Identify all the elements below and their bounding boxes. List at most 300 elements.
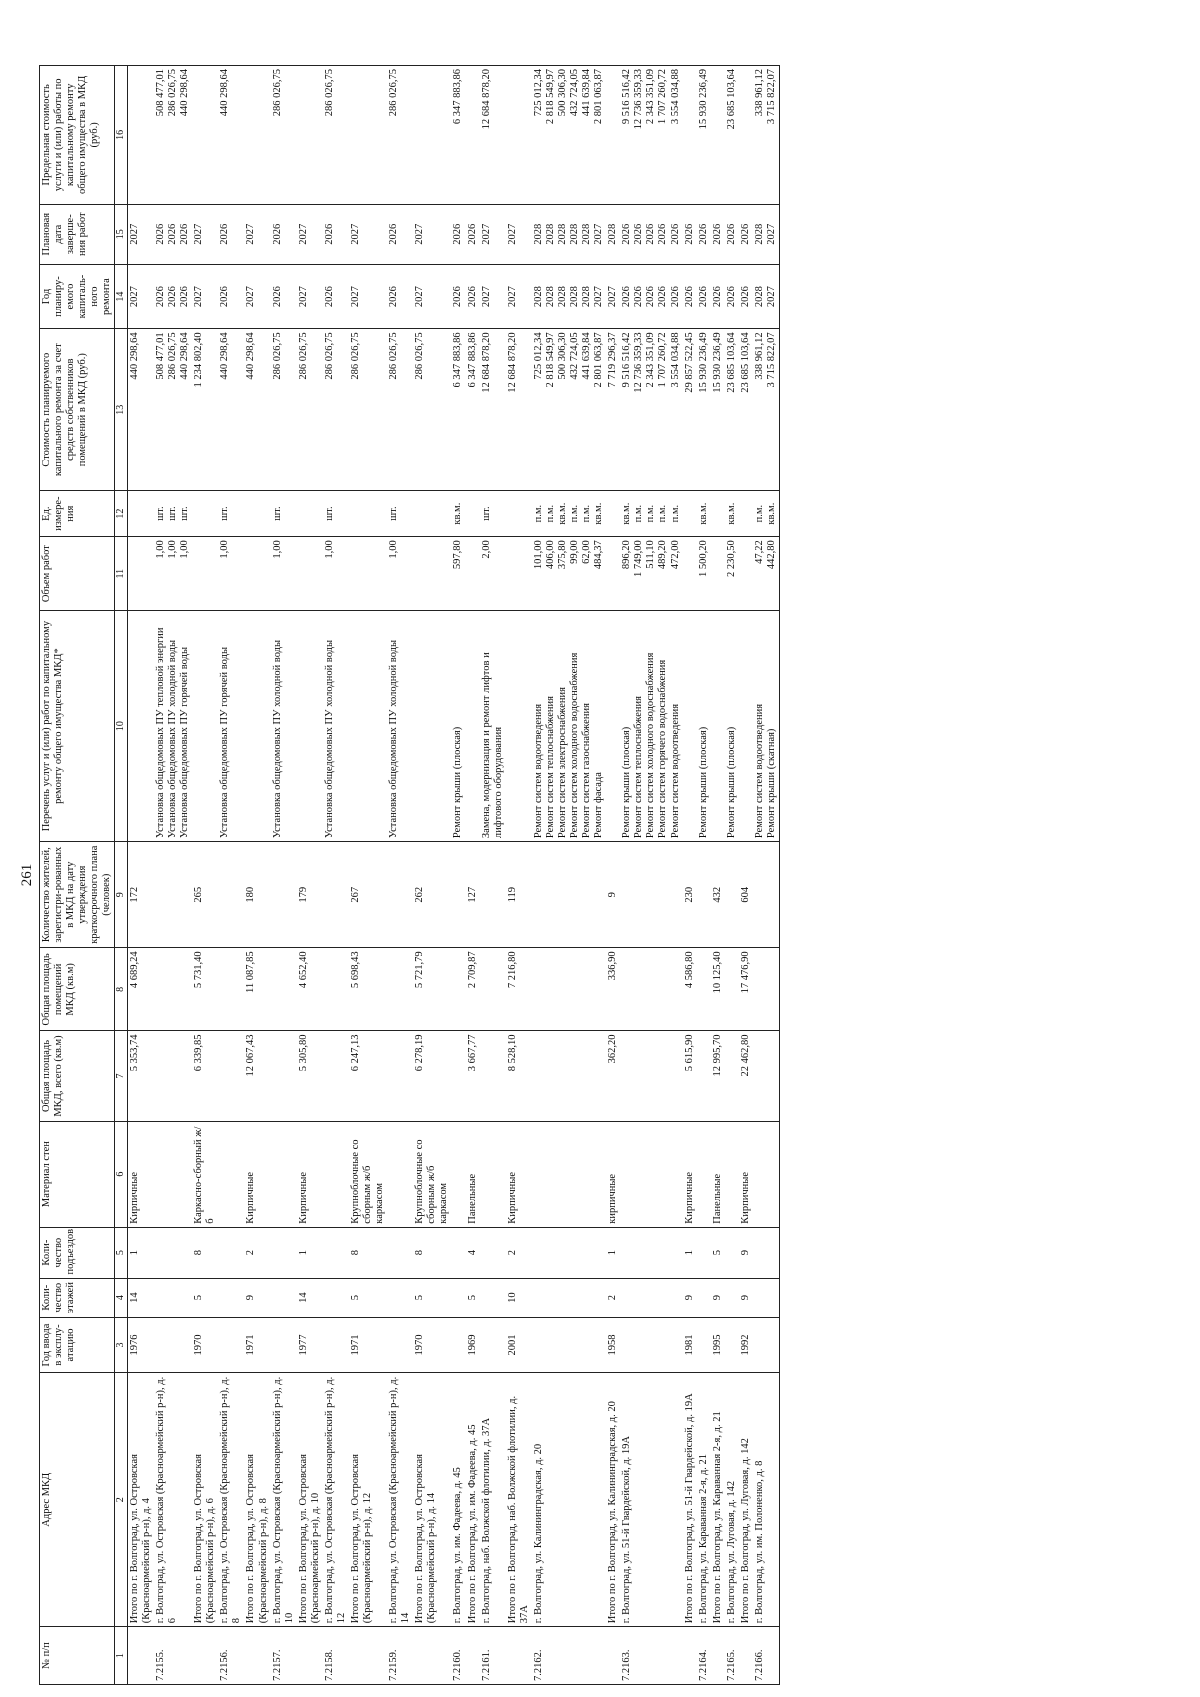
work-type bbox=[684, 614, 696, 838]
total-area-cell: 12 995,70 bbox=[711, 1031, 725, 1121]
planned-cost-cell bbox=[297, 329, 323, 491]
unit-cell bbox=[753, 491, 780, 537]
year-built-cell: 1969 bbox=[466, 1317, 480, 1372]
premises-area-cell: 17 476,90 bbox=[739, 948, 753, 1031]
completion-year-cell bbox=[725, 204, 739, 264]
work-type-cell bbox=[297, 611, 323, 842]
planned-year: 2026 bbox=[621, 286, 633, 308]
completion-year-cell bbox=[297, 204, 323, 264]
table-row bbox=[711, 66, 725, 1685]
wall-material-cell bbox=[323, 1121, 349, 1227]
planned-year-cell bbox=[323, 264, 349, 329]
planned-year-cell bbox=[154, 264, 192, 329]
work-volume: 1,00 bbox=[155, 540, 166, 559]
planned-cost: 286 026,75 bbox=[414, 332, 426, 380]
entrances-cell bbox=[532, 1227, 606, 1278]
completion-year-cell bbox=[620, 204, 682, 264]
unit bbox=[350, 494, 362, 533]
residents-cell bbox=[532, 842, 606, 948]
work-type bbox=[193, 614, 205, 838]
work-volume bbox=[298, 540, 310, 607]
work-volume: 1,00 bbox=[179, 540, 191, 559]
unit-cell bbox=[606, 491, 620, 537]
floors-cell bbox=[154, 1278, 192, 1317]
floors-cell: 14 bbox=[297, 1278, 323, 1317]
row-number-cell: 7.2160. bbox=[451, 1627, 465, 1685]
col-header: Общая площадь помещений МКД (кв.м) bbox=[40, 948, 115, 1031]
max-cost: 338 961,12 bbox=[753, 69, 765, 117]
floors-cell bbox=[218, 1278, 244, 1317]
total-area-cell: 5 353,74 bbox=[127, 1031, 154, 1121]
unit: п.м. bbox=[669, 504, 681, 523]
work-volume-cell bbox=[466, 537, 480, 611]
floors-cell: 9 bbox=[711, 1278, 725, 1317]
work-volume-cell bbox=[451, 537, 465, 611]
row-number-cell bbox=[192, 1627, 218, 1685]
planned-year-cell bbox=[218, 264, 244, 329]
wall-material-cell bbox=[620, 1121, 682, 1227]
planned-cost: 15 930 236,49 bbox=[697, 332, 709, 393]
unit-cell bbox=[413, 491, 451, 537]
planned-year: 2027 bbox=[765, 286, 777, 308]
row-number-cell bbox=[606, 1627, 620, 1685]
completion-year: 2026 bbox=[388, 223, 400, 245]
unit-cell bbox=[192, 491, 218, 537]
max-cost bbox=[712, 69, 724, 201]
wall-material-cell: кирпичные bbox=[606, 1121, 620, 1227]
col-number: 7 bbox=[115, 1031, 128, 1121]
planned-cost-cell bbox=[739, 329, 753, 491]
year-built-cell: 2001 bbox=[506, 1317, 532, 1372]
max-cost-cell bbox=[697, 66, 711, 205]
planned-cost-cell bbox=[192, 329, 218, 491]
residents-cell bbox=[620, 842, 682, 948]
col-number: 8 bbox=[115, 948, 128, 1031]
unit-cell bbox=[349, 491, 387, 537]
completion-year-cell bbox=[387, 204, 413, 264]
work-type: Ремонт крыши (плоская) bbox=[452, 726, 464, 839]
completion-year: 2026 bbox=[683, 223, 695, 245]
work-type bbox=[129, 614, 141, 838]
total-area-cell: 3 667,77 bbox=[466, 1031, 480, 1121]
planned-cost-cell bbox=[506, 329, 532, 491]
planned-year: 2027 bbox=[593, 286, 605, 308]
work-type-cell bbox=[739, 611, 753, 842]
residents-cell: 604 bbox=[739, 842, 753, 948]
wall-material-cell bbox=[154, 1121, 192, 1227]
table-row bbox=[739, 66, 753, 1685]
work-type: Ремонт фасада bbox=[593, 772, 605, 839]
col-header: Коли-чество этажей bbox=[40, 1278, 115, 1317]
entrances-cell: 2 bbox=[244, 1227, 270, 1278]
floors-cell: 5 bbox=[192, 1278, 218, 1317]
completion-year: 2028 bbox=[753, 223, 765, 245]
work-volume-cell bbox=[349, 537, 387, 611]
entrances-cell: 2 bbox=[506, 1227, 532, 1278]
address-cell: Итого по г. Волгоград, ул. Островская (Красноармейский р-н), д. 8 bbox=[244, 1373, 270, 1627]
work-volume-cell bbox=[387, 537, 413, 611]
planned-cost: 286 026,75 bbox=[297, 332, 309, 380]
planned-year-cell bbox=[413, 264, 451, 329]
entrances-cell: 5 bbox=[711, 1227, 725, 1278]
unit: шт. bbox=[155, 506, 166, 521]
wall-material-cell bbox=[532, 1121, 606, 1227]
max-cost: 440 298,64 bbox=[179, 69, 191, 117]
wall-material-cell bbox=[480, 1121, 506, 1227]
max-cost-cell bbox=[127, 66, 154, 205]
address-cell: г. Волгоград, ул. им. Фадеева, д. 45 bbox=[451, 1373, 465, 1627]
planned-cost: 440 298,64 bbox=[219, 332, 231, 380]
entrances-cell: 1 bbox=[683, 1227, 697, 1278]
total-area-cell: 8 528,10 bbox=[506, 1031, 532, 1121]
year-built-cell: 1970 bbox=[413, 1317, 451, 1372]
col-header: Год планиру-емого капиталь-ного ремонта bbox=[40, 264, 115, 329]
floors-cell bbox=[387, 1278, 413, 1317]
work-volume: 406,00 bbox=[544, 540, 556, 570]
completion-year: 2026 bbox=[323, 223, 335, 245]
total-area-cell bbox=[620, 1031, 682, 1121]
planned-year: 2026 bbox=[179, 286, 191, 308]
row-number-cell: 7.2166. bbox=[753, 1627, 780, 1685]
floors-cell bbox=[451, 1278, 465, 1317]
planned-cost: 6 347 883,86 bbox=[466, 332, 478, 388]
planned-cost: 3 554 034,88 bbox=[669, 332, 681, 388]
entrances-cell bbox=[218, 1227, 244, 1278]
work-volume: 2 230,50 bbox=[725, 540, 737, 577]
work-type-cell bbox=[466, 611, 480, 842]
work-type: Установка общедомовых ПУ тепловой энергии bbox=[155, 627, 166, 839]
row-number-cell bbox=[244, 1627, 270, 1685]
completion-year: 2028 bbox=[556, 223, 568, 245]
completion-year: 2028 bbox=[532, 223, 544, 245]
unit-cell bbox=[451, 491, 465, 537]
planned-cost: 440 298,64 bbox=[128, 332, 140, 380]
work-type-cell bbox=[323, 611, 349, 842]
address-cell: г. Волгоград, ул. 51-й Гвардейской, д. 19А bbox=[620, 1373, 682, 1627]
address-cell: Итого по г. Волгоград, ул. Островская (Красноармейский р-н), д. 14 bbox=[413, 1373, 451, 1627]
entrances-cell: 8 bbox=[413, 1227, 451, 1278]
work-type: Установка общедомовых ПУ холодной воды bbox=[323, 639, 335, 839]
max-cost: 441 639,84 bbox=[581, 69, 593, 117]
wall-material-cell bbox=[271, 1121, 297, 1227]
work-type: Ремонт крыши (плоская) bbox=[621, 726, 633, 839]
premises-area-cell bbox=[154, 948, 192, 1031]
planned-year-cell bbox=[697, 264, 711, 329]
residents-cell: 119 bbox=[506, 842, 532, 948]
total-area-cell: 22 462,80 bbox=[739, 1031, 753, 1121]
planned-year-cell bbox=[506, 264, 532, 329]
max-cost: 9 516 516,42 bbox=[621, 69, 633, 125]
row-number-cell bbox=[506, 1627, 532, 1685]
residents-cell: 267 bbox=[349, 842, 387, 948]
completion-year: 2026 bbox=[657, 223, 669, 245]
residents-cell bbox=[218, 842, 244, 948]
premises-area-cell: 2 709,87 bbox=[466, 948, 480, 1031]
max-cost: 432 724,05 bbox=[569, 69, 580, 117]
unit: п.м. bbox=[645, 504, 657, 523]
max-cost: 3 715 822,07 bbox=[765, 69, 777, 125]
repair-plan-table bbox=[39, 65, 780, 1685]
planned-cost: 2 343 351,09 bbox=[645, 332, 657, 388]
wall-material-cell bbox=[387, 1121, 413, 1227]
total-area-cell: 6 339,85 bbox=[192, 1031, 218, 1121]
work-type: Ремонт систем электроснабжения bbox=[556, 687, 568, 839]
work-volume-cell bbox=[271, 537, 297, 611]
entrances-cell bbox=[725, 1227, 739, 1278]
address-cell: Итого по г. Волгоград, ул. Островская (Красноармейский р-н), д. 10 bbox=[297, 1373, 323, 1627]
work-volume: 375,80 bbox=[556, 540, 568, 570]
max-cost bbox=[298, 69, 310, 201]
work-type-cell bbox=[506, 611, 532, 842]
max-cost-cell bbox=[739, 66, 753, 205]
wall-material-cell bbox=[725, 1121, 739, 1227]
planned-cost-cell bbox=[349, 329, 387, 491]
unit-cell bbox=[218, 491, 244, 537]
work-type bbox=[507, 614, 519, 838]
row-number-cell: 7.2158. bbox=[323, 1627, 349, 1685]
table-row bbox=[683, 66, 697, 1685]
unit bbox=[193, 494, 205, 533]
planned-year: 2028 bbox=[569, 286, 580, 308]
total-area-cell bbox=[387, 1031, 413, 1121]
completion-year: 2027 bbox=[765, 223, 777, 245]
completion-year-cell bbox=[739, 204, 753, 264]
address-cell: Итого по г. Волгоград, ул. 51-й Гвардейской, д. 19А bbox=[683, 1373, 697, 1627]
max-cost-cell bbox=[451, 66, 465, 205]
completion-year-cell bbox=[753, 204, 780, 264]
premises-area-cell: 4 586,80 bbox=[683, 948, 697, 1031]
row-number-cell: 7.2164. bbox=[697, 1627, 711, 1685]
work-type: Ремонт систем теплоснабжения bbox=[544, 696, 556, 839]
max-cost bbox=[129, 69, 141, 201]
year-built-cell bbox=[725, 1317, 739, 1372]
work-volume-cell bbox=[725, 537, 739, 611]
row-number-cell bbox=[349, 1627, 387, 1685]
entrances-cell: 1 bbox=[297, 1227, 323, 1278]
completion-year: 2027 bbox=[193, 223, 205, 245]
col-header: Количество жителей, зарегистри-рованных в МКД на дату утверждения краткосрочного плана (человек) bbox=[40, 842, 115, 948]
unit-cell bbox=[154, 491, 192, 537]
planned-cost: 286 026,75 bbox=[388, 332, 400, 380]
planned-year-cell bbox=[683, 264, 697, 329]
row-number-cell: 7.2156. bbox=[218, 1627, 244, 1685]
floors-cell: 2 bbox=[606, 1278, 620, 1317]
floors-cell bbox=[480, 1278, 506, 1317]
col-header: Общая площадь МКД, всего (кв.м) bbox=[40, 1031, 115, 1121]
planned-year: 2026 bbox=[711, 286, 723, 308]
work-type-cell bbox=[711, 611, 725, 842]
planned-year: 2027 bbox=[607, 286, 619, 308]
entrances-cell bbox=[697, 1227, 711, 1278]
completion-year-cell bbox=[154, 204, 192, 264]
work-volume-cell bbox=[192, 537, 218, 611]
max-cost: 508 477,01 bbox=[155, 69, 166, 117]
total-area-cell bbox=[323, 1031, 349, 1121]
planned-cost: 440 298,64 bbox=[179, 332, 191, 380]
floors-cell bbox=[271, 1278, 297, 1317]
col-header: Стоимость планируемого капитального ремонта за счет средств собственников помещений в МКД (руб.) bbox=[40, 329, 115, 491]
work-volume-cell bbox=[413, 537, 451, 611]
completion-year: 2026 bbox=[711, 223, 723, 245]
completion-year-cell bbox=[532, 204, 606, 264]
work-type: Ремонт крыши (плоская) bbox=[725, 726, 737, 839]
work-volume-cell bbox=[606, 537, 620, 611]
work-volume bbox=[684, 540, 696, 607]
completion-year: 2026 bbox=[645, 223, 657, 245]
col-number: 5 bbox=[115, 1227, 128, 1278]
completion-year-cell bbox=[244, 204, 270, 264]
year-built-cell: 1971 bbox=[244, 1317, 270, 1372]
year-built-cell: 1976 bbox=[127, 1317, 154, 1372]
work-volume bbox=[507, 540, 519, 607]
planned-year: 2026 bbox=[633, 286, 645, 308]
planned-year-cell bbox=[620, 264, 682, 329]
max-cost: 6 347 883,86 bbox=[452, 69, 464, 125]
year-built-cell: 1958 bbox=[606, 1317, 620, 1372]
year-built-cell bbox=[480, 1317, 506, 1372]
floors-cell: 5 bbox=[413, 1278, 451, 1317]
row-number-cell bbox=[711, 1627, 725, 1685]
col-header: Плановая дата заверше-ния работ bbox=[40, 204, 115, 264]
planned-cost-cell bbox=[620, 329, 682, 491]
planned-year: 2027 bbox=[349, 286, 361, 308]
wall-material-cell bbox=[753, 1121, 780, 1227]
entrances-cell: 1 bbox=[606, 1227, 620, 1278]
work-volume bbox=[607, 540, 619, 607]
col-number: 15 bbox=[115, 204, 128, 264]
total-area-cell bbox=[532, 1031, 606, 1121]
col-header: Адрес МКД bbox=[40, 1373, 115, 1627]
floors-cell: 9 bbox=[244, 1278, 270, 1317]
max-cost-cell bbox=[606, 66, 620, 205]
wall-material-cell: Кирпичные bbox=[127, 1121, 154, 1227]
floors-cell bbox=[323, 1278, 349, 1317]
address-cell: г. Волгоград, ул. им. Полоненко, д. 8 bbox=[753, 1373, 780, 1627]
work-type bbox=[467, 614, 479, 838]
premises-area-cell: 7 216,80 bbox=[506, 948, 532, 1031]
max-cost-cell bbox=[532, 66, 606, 205]
planned-year: 2026 bbox=[155, 286, 166, 308]
work-volume bbox=[193, 540, 205, 607]
planned-cost: 500 306,30 bbox=[556, 332, 568, 380]
year-built-cell bbox=[451, 1317, 465, 1372]
header-row bbox=[40, 66, 115, 1685]
unit-cell bbox=[323, 491, 349, 537]
max-cost bbox=[740, 69, 752, 201]
year-built-cell bbox=[697, 1317, 711, 1372]
work-volume bbox=[350, 540, 362, 607]
col-number: 3 bbox=[115, 1317, 128, 1372]
completion-year: 2027 bbox=[128, 223, 140, 245]
year-built-cell: 1995 bbox=[711, 1317, 725, 1372]
work-volume: 896,20 bbox=[621, 540, 633, 570]
premises-area-cell: 10 125,40 bbox=[711, 948, 725, 1031]
table-row bbox=[323, 66, 349, 1685]
unit: шт. bbox=[388, 506, 400, 521]
completion-year: 2026 bbox=[633, 223, 645, 245]
entrances-cell: 9 bbox=[739, 1227, 753, 1278]
work-volume-cell bbox=[154, 537, 192, 611]
work-volume: 1,00 bbox=[271, 540, 283, 559]
max-cost-cell bbox=[297, 66, 323, 205]
completion-year: 2027 bbox=[414, 223, 426, 245]
work-type-cell bbox=[127, 611, 154, 842]
planned-cost-cell bbox=[480, 329, 506, 491]
planned-cost: 441 639,84 bbox=[581, 332, 593, 380]
entrances-cell: 8 bbox=[349, 1227, 387, 1278]
residents-cell bbox=[753, 842, 780, 948]
unit: п.м. bbox=[633, 504, 645, 523]
premises-area-cell bbox=[753, 948, 780, 1031]
premises-area-cell bbox=[387, 948, 413, 1031]
address-cell: Итого по г. Волгоград, ул. им. Фадеева, д. 45 bbox=[466, 1373, 480, 1627]
planned-year: 2026 bbox=[271, 286, 283, 308]
work-volume-cell bbox=[218, 537, 244, 611]
completion-year-cell bbox=[271, 204, 297, 264]
planned-cost: 12 684 878,20 bbox=[506, 332, 518, 393]
planned-cost-cell bbox=[387, 329, 413, 491]
max-cost-cell bbox=[387, 66, 413, 205]
planned-cost-cell bbox=[532, 329, 606, 491]
max-cost-cell bbox=[154, 66, 192, 205]
row-number-cell bbox=[127, 1627, 154, 1685]
address-cell: г. Волгоград, ул. Калининградская, д. 20 bbox=[532, 1373, 606, 1627]
planned-year-cell bbox=[387, 264, 413, 329]
table-row bbox=[192, 66, 218, 1685]
total-area-cell bbox=[480, 1031, 506, 1121]
completion-year-cell bbox=[480, 204, 506, 264]
address-cell: г. Волгоград, ул. Караванная 2-я, д. 21 bbox=[697, 1373, 711, 1627]
premises-area-cell: 4 689,24 bbox=[127, 948, 154, 1031]
work-volume-cell bbox=[683, 537, 697, 611]
work-type: Ремонт систем газоснабжения bbox=[581, 703, 593, 839]
premises-area-cell bbox=[218, 948, 244, 1031]
address-cell: г. Волгоград, ул. Луговая, д. 142 bbox=[725, 1373, 739, 1627]
work-type: Установка общедомовых ПУ горячей воды bbox=[179, 647, 191, 839]
wall-material-cell: Кирпичные bbox=[244, 1121, 270, 1227]
work-volume: 1,00 bbox=[219, 540, 231, 559]
residents-cell bbox=[480, 842, 506, 948]
max-cost bbox=[684, 69, 696, 201]
total-area-cell: 6 247,13 bbox=[349, 1031, 387, 1121]
total-area-cell: 5 615,90 bbox=[683, 1031, 697, 1121]
planned-year-cell bbox=[480, 264, 506, 329]
entrances-cell bbox=[271, 1227, 297, 1278]
work-type-cell bbox=[154, 611, 192, 842]
address-cell: г. Волгоград, ул. Островская (Красноармейский р-н), д. 8 bbox=[218, 1373, 244, 1627]
unit: шт. bbox=[480, 506, 492, 521]
col-header: Коли-чество подъездов bbox=[40, 1227, 115, 1278]
max-cost-cell bbox=[620, 66, 682, 205]
planned-year: 2026 bbox=[725, 286, 737, 308]
work-type: Замена, модернизация и ремонт лифтов и лифтового оборудования bbox=[480, 652, 504, 839]
year-built-cell bbox=[532, 1317, 606, 1372]
unit-cell bbox=[711, 491, 725, 537]
residents-cell: 265 bbox=[192, 842, 218, 948]
unit-cell bbox=[127, 491, 154, 537]
residents-cell: 432 bbox=[711, 842, 725, 948]
address-cell: Итого по г. Волгоград, ул. Островская (Красноармейский р-н), д. 4 bbox=[127, 1373, 154, 1627]
col-header: Ед. измере-ния bbox=[40, 491, 115, 537]
planned-year: 2027 bbox=[297, 286, 309, 308]
unit-cell bbox=[683, 491, 697, 537]
premises-area-cell bbox=[451, 948, 465, 1031]
work-volume: 101,00 bbox=[532, 540, 544, 570]
planned-year: 2026 bbox=[388, 286, 400, 308]
address-cell: Итого по г. Волгоград, ул. Островская (Красноармейский р-н), д. 12 bbox=[349, 1373, 387, 1627]
work-volume bbox=[245, 540, 257, 607]
completion-year-cell bbox=[323, 204, 349, 264]
